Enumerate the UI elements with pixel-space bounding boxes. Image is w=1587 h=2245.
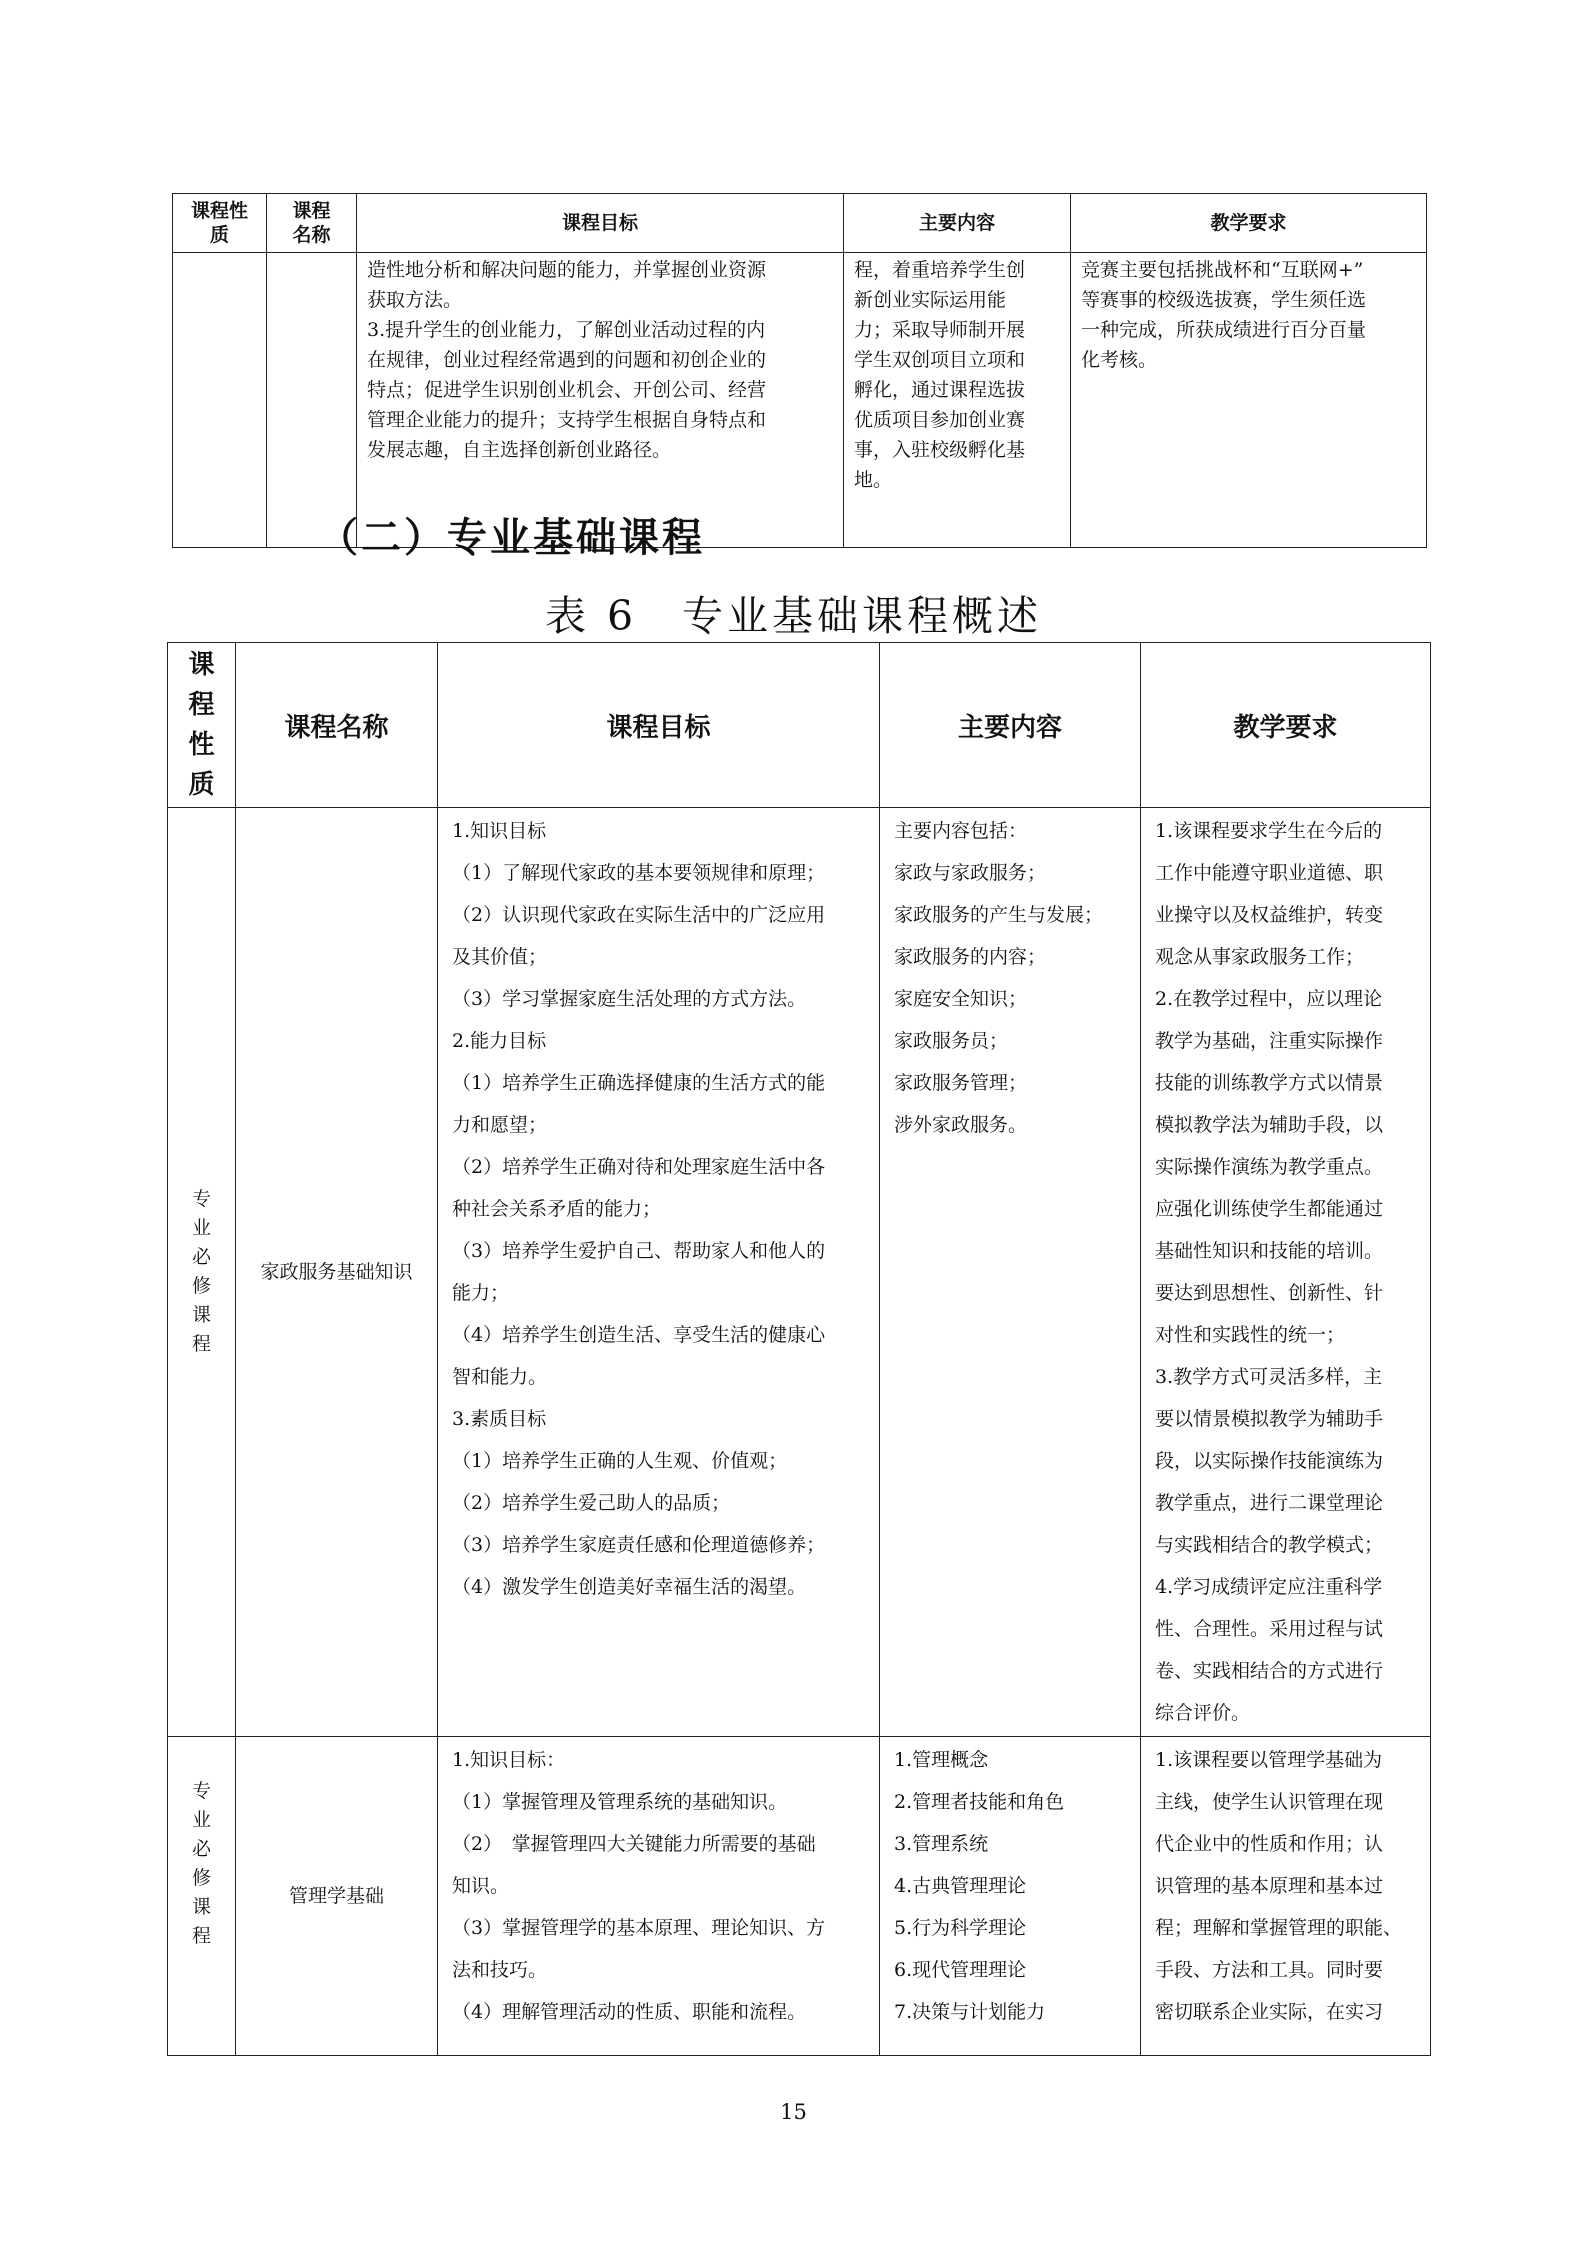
cell-objectives: 造性地分析和解决问题的能力，并掌握创业资源 获取方法。 3.提升学生的创业能力，了解创业活动过程的内 在规律，创业过程经常遇到的问题和初创企业的 特点；促进学生识别创业机会、开创公司、经营 管理企业能力的提升；支持学生根据自身特点和 发展志趣，自主选择创新创业路径。: [357, 253, 844, 548]
cell-name: [267, 253, 357, 548]
cell-content: 程，着重培养学生创 新创业实际运用能 力；采取导师制开展 学生双创项目立项和 孵化，通过课程选拔 优质项目参加创业赛 事，入驻校级孵化基 地。: [844, 253, 1071, 548]
table-title: 表 6 专业基础课程概述: [544, 592, 1043, 640]
page-number: 15: [780, 2100, 807, 2124]
cell-nature: [173, 253, 267, 548]
table-row: [173, 253, 1427, 548]
cell-content: 1.管理概念 2.管理者技能和角色 3.管理系统 4.古典管理理论 5.行为科学理论 6.现代管理理论 7.决策与计划能力: [880, 1737, 1141, 2056]
table-header-row: [168, 643, 1431, 808]
header-course-nature: 课 程 性 质: [168, 643, 236, 808]
continuation-table: [172, 193, 1427, 548]
cell-objectives: 1.知识目标 （1）了解现代家政的基本要领规律和原理； （2）认识现代家政在实际生活中的广泛应用 及其价值； （3）学习掌握家庭生活处理的方式方法。 2.能力目标 （1）培养学生正确选择健康的生活方式的能 力和愿望； （2）培养学生正确对待和处理家庭生活中各 种社会关系矛盾的能力； （3）培养学生爱护自己、帮助家人和他人的 能力； （4）培养学生创造生活、享受生活的健康心 智和能力。 3.素质目标 （1）培养学生正确的人生观、价值观； （2）培养学生爱己助人的品质； （3）培养学生家庭责任感和伦理道德修养； （4）激发学生创造美好幸福生活的渴望。: [438, 808, 880, 1737]
cell-name: 管理学基础: [236, 1737, 438, 2056]
table-row: [168, 808, 1431, 1737]
header-main-content: 主要内容: [880, 643, 1141, 808]
header-course-objectives: 课程目标: [357, 194, 844, 253]
course-overview-table: [167, 642, 1431, 2056]
section-heading: （二）专业基础课程: [318, 514, 705, 561]
cell-name: 家政服务基础知识: [236, 808, 438, 1737]
header-course-name: 课程名称: [236, 643, 438, 808]
header-main-content: 主要内容: [844, 194, 1071, 253]
cell-nature: 专 业 必 修 课 程: [168, 1737, 236, 2056]
header-teaching-requirements: 教学要求: [1071, 194, 1427, 253]
header-teaching-requirements: 教学要求: [1141, 643, 1431, 808]
cell-requirements: 1.该课程要以管理学基础为 主线，使学生认识管理在现 代企业中的性质和作用；认 识管理的基本原理和基本过 程；理解和掌握管理的职能、 手段、方法和工具。同时要 密切联系企业实际，在实习: [1141, 1737, 1431, 2056]
table-header-row: [173, 194, 1427, 253]
header-course-objectives: 课程目标: [438, 643, 880, 808]
cell-nature: 专 业 必 修 课 程: [168, 808, 236, 1737]
table-row: [168, 1737, 1431, 2056]
cell-requirements: 1.该课程要求学生在今后的 工作中能遵守职业道德、职 业操守以及权益维护，转变 观念从事家政服务工作； 2.在教学过程中，应以理论 教学为基础，注重实际操作 技能的训练教学方式以情景 模拟教学法为辅助手段，以 实际操作演练为教学重点。 应强化训练使学生都能通过 基础性知识和技能的培训。 要达到思想性、创新性、针 对性和实践性的统一； 3.教学方式可灵活多样，主 要以情景模拟教学为辅助手 段，以实际操作技能演练为 教学重点，进行二课堂理论 与实践相结合的教学模式； 4.学习成绩评定应注重科学 性、合理性。采用过程与试 卷、实践相结合的方式进行 综合评价。: [1141, 808, 1431, 1737]
header-course-nature: 课程性 质: [173, 194, 267, 253]
cell-objectives: 1.知识目标： （1）掌握管理及管理系统的基础知识。 （2） 掌握管理四大关键能力所需要的基础 知识。 （3）掌握管理学的基本原理、理论知识、方 法和技巧。 （4）理解管理活动的性质、职能和流程。: [438, 1737, 880, 2056]
header-course-name: 课程 名称: [267, 194, 357, 253]
cell-requirements: 竞赛主要包括挑战杯和“互联网+” 等赛事的校级选拔赛，学生须任选 一种完成，所获成绩进行百分百量 化考核。: [1071, 253, 1427, 548]
cell-content: 主要内容包括： 家政与家政服务； 家政服务的产生与发展； 家政服务的内容； 家庭安全知识； 家政服务员； 家政服务管理； 涉外家政服务。: [880, 808, 1141, 1737]
